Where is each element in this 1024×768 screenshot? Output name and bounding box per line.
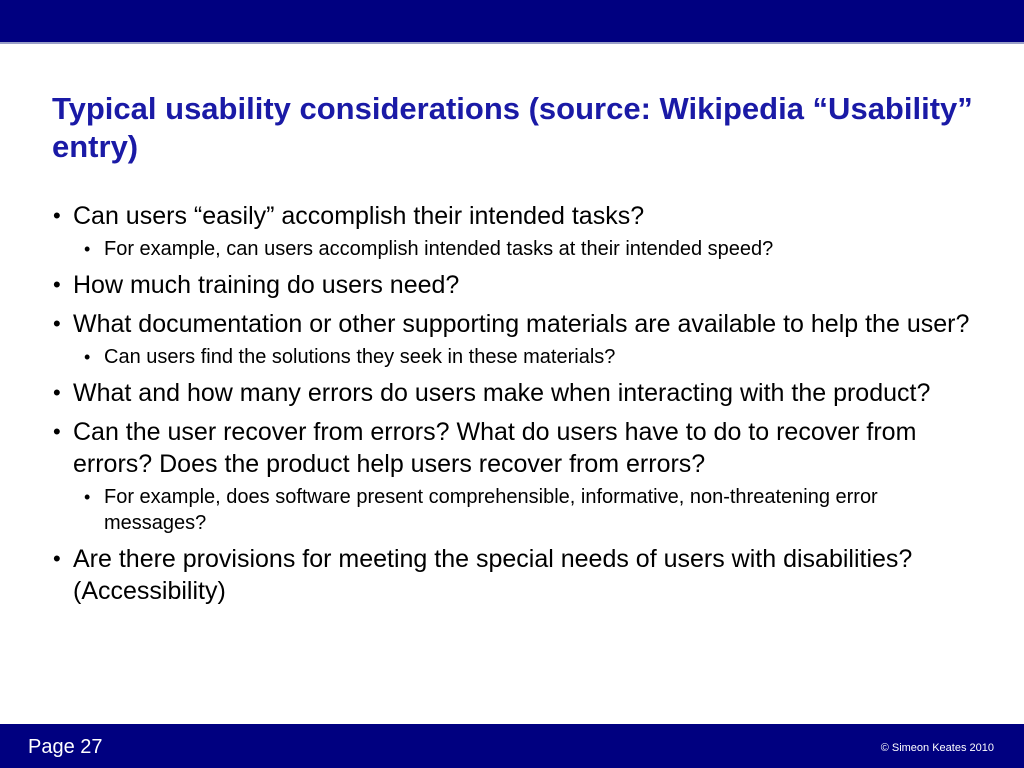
bullet-dot-icon: •: [53, 546, 61, 571]
sub-bullet-text: For example, can users accomplish intended tasks at their intended speed?: [104, 238, 774, 260]
bullet-item: [52, 377, 982, 409]
bullet-list: [52, 200, 982, 607]
bullet-item: [52, 416, 982, 480]
sub-bullet-text: For example, does software present comprehensible, informative, non-threatening error messages?: [104, 486, 878, 534]
slide-title: Typical usability considerations (source: Wikipedia “Usability” entry): [52, 91, 973, 164]
copyright-notice: © Simeon Keates 2010: [880, 742, 994, 754]
bullet-dot-icon: •: [53, 380, 61, 405]
page-number: Page 27: [28, 736, 103, 758]
footer-bar: [0, 724, 1024, 768]
bullet-dot-icon: •: [53, 311, 61, 336]
bullet-text: Can the user recover from errors? What do users have to do to recover from errors? Does the product help users recover from errors?: [73, 418, 917, 478]
sub-bullet-text: Can users find the solutions they seek in these materials?: [104, 346, 616, 368]
bullet-text: How much training do users need?: [73, 271, 460, 299]
bullet-text: What and how many errors do users make when interacting with the product?: [73, 379, 931, 407]
bullet-text: Can users “easily” accomplish their intended tasks?: [73, 202, 645, 230]
bullet-item: [52, 269, 982, 301]
bullet-dot-icon: •: [53, 203, 61, 228]
top-banner: [0, 0, 1024, 44]
sub-bullet-item: [52, 344, 982, 370]
bullet-dot-icon: •: [84, 487, 91, 507]
bullet-dot-icon: •: [84, 347, 91, 367]
bullet-dot-icon: •: [53, 419, 61, 444]
bullet-dot-icon: •: [53, 272, 61, 297]
bullet-text: What documentation or other supporting materials are available to help the user?: [73, 310, 970, 338]
bullet-item: [52, 308, 982, 340]
bullet-text: Are there provisions for meeting the special needs of users with disabilities? (Accessibility): [73, 545, 913, 605]
bullet-item: [52, 200, 982, 232]
bullet-item: [52, 543, 982, 607]
sub-bullet-item: [52, 236, 982, 262]
sub-bullet-item: [52, 484, 982, 536]
bullet-dot-icon: •: [84, 239, 91, 259]
